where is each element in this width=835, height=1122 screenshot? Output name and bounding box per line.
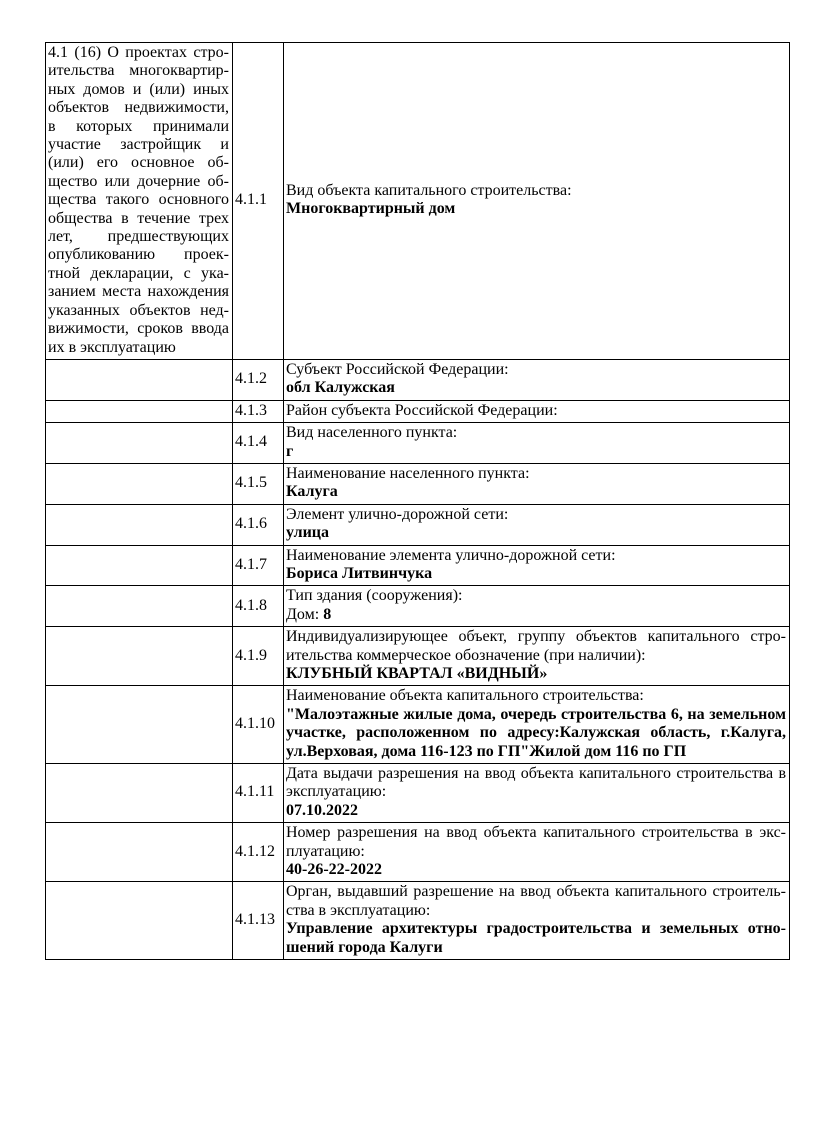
section-description-cell: 4.1 (16) О проектах строительства многоквартирных домов и (или) иных объектов недвижимости, в которых принимали участие застройщик и (или) его основное общество или дочерние общества такого основного общества в течение трех лет, предшествующих опубликованию проектной декларации, с указанием места нахождения указанных объектов недвижимости, сроков ввода их в эксплуатацию — [46, 43, 233, 360]
row-number: 4.1.5 — [233, 463, 284, 504]
row-content-cell — [284, 586, 790, 627]
section-description-cell — [46, 423, 233, 464]
field-value-text: Калуга — [286, 483, 338, 501]
field-value-text: г — [286, 442, 294, 460]
field-value — [286, 379, 786, 397]
section-description-cell — [46, 463, 233, 504]
field-label: Дата выдачи разрешения на ввод объекта капитального строительства в эксплуатацию: — [286, 765, 786, 801]
field-value — [286, 665, 786, 683]
table-row — [46, 686, 790, 764]
table-row — [46, 627, 790, 686]
field-value-text: 07.10.2022 — [286, 801, 358, 819]
field-value — [286, 606, 786, 624]
table-row — [46, 359, 790, 400]
field-label: Район субъекта Российской Федерации: — [286, 401, 558, 419]
field-label: Вид объекта капитального строительства: — [286, 182, 572, 200]
field-value — [286, 920, 786, 957]
table-row — [46, 823, 790, 882]
row-content-cell — [284, 359, 790, 400]
field-value — [286, 861, 786, 879]
declaration-table — [45, 42, 790, 960]
field-label: Орган, выдавший разрешение на ввод объекта капитального строительства в эксплуатацию: — [286, 883, 786, 919]
field-value — [286, 443, 786, 461]
row-number: 4.1.12 — [233, 823, 284, 882]
field-value-text: 40-26-22-2022 — [286, 861, 382, 879]
field-label: Вид населенного пункта: — [286, 424, 458, 442]
row-content-cell — [284, 504, 790, 545]
field-value-text: "Малоэтажные жилые дома, очередь строительства 6, на земельном участке, расположенном по адресу:Калужская область, г.Калуга, ул.Верховая, дома 116-123 по ГП"Жилой дом 116 по ГП — [286, 705, 786, 760]
field-value — [286, 706, 786, 761]
field-value-text: 8 — [323, 605, 332, 623]
field-label: Номер разрешения на ввод объекта капитального строительства в эксплуатацию: — [286, 824, 786, 860]
row-number: 4.1.3 — [233, 400, 284, 422]
row-content-cell — [284, 545, 790, 586]
field-value-text: улица — [286, 524, 330, 542]
row-content-cell — [284, 463, 790, 504]
row-content-cell — [284, 823, 790, 882]
field-value — [286, 802, 786, 820]
row-number: 4.1.7 — [233, 545, 284, 586]
row-content-cell — [284, 686, 790, 764]
table-row — [46, 463, 790, 504]
field-value-text: обл Калужская — [286, 379, 395, 397]
field-label: Тип здания (сооружения): — [286, 587, 463, 605]
field-label: Субъект Российской Федерации: — [286, 360, 509, 378]
table-row — [46, 764, 790, 823]
table-row — [46, 400, 790, 422]
table-row — [46, 545, 790, 586]
table-row — [46, 882, 790, 960]
row-number: 4.1.2 — [233, 359, 284, 400]
row-content-cell — [284, 400, 790, 422]
field-value — [286, 524, 786, 542]
field-value — [286, 200, 786, 218]
row-content-cell — [284, 764, 790, 823]
field-label: Наименование элемента улично-дорожной сети: — [286, 546, 616, 564]
section-description-cell — [46, 823, 233, 882]
table-row — [46, 504, 790, 545]
row-number: 4.1.9 — [233, 627, 284, 686]
row-number: 4.1.13 — [233, 882, 284, 960]
row-content-cell — [284, 882, 790, 960]
field-label: Индивидуализирующее объект, группу объектов капитального строительства коммерческое обозначение (при наличии): — [286, 628, 786, 664]
row-number: 4.1.4 — [233, 423, 284, 464]
section-description-cell — [46, 882, 233, 960]
field-value-text: Многоквартирный дом — [286, 200, 456, 218]
field-value — [286, 565, 786, 583]
section-description-cell — [46, 545, 233, 586]
table-row — [46, 586, 790, 627]
section-description-cell — [46, 764, 233, 823]
section-description-cell — [46, 686, 233, 764]
row-number: 4.1.10 — [233, 686, 284, 764]
section-description-cell — [46, 359, 233, 400]
table-row — [46, 43, 790, 360]
field-value-text: Бориса Литвинчука — [286, 564, 433, 582]
field-label: Наименование объекта капитального строительства: — [286, 687, 644, 705]
field-value-text: Управление архитектуры градостроительства и земельных отношений города Калуги — [286, 920, 786, 956]
row-number: 4.1.8 — [233, 586, 284, 627]
field-label: Элемент улично-дорожной сети: — [286, 505, 509, 523]
row-number: 4.1.11 — [233, 764, 284, 823]
table-row — [46, 423, 790, 464]
section-description-cell — [46, 504, 233, 545]
row-number: 4.1.6 — [233, 504, 284, 545]
row-content-cell — [284, 43, 790, 360]
row-content-cell — [284, 423, 790, 464]
field-value — [286, 483, 786, 501]
section-description-cell — [46, 627, 233, 686]
field-value-prefix: Дом: — [286, 605, 324, 623]
field-value-text: КЛУБНЫЙ КВАРТАЛ «ВИДНЫЙ» — [286, 665, 548, 682]
section-description-cell — [46, 586, 233, 627]
row-content-cell — [284, 627, 790, 686]
document-page — [0, 42, 835, 1122]
section-description-cell — [46, 400, 233, 422]
table-body — [46, 43, 790, 960]
row-number: 4.1.1 — [233, 43, 284, 360]
field-label: Наименование населенного пункта: — [286, 464, 530, 482]
